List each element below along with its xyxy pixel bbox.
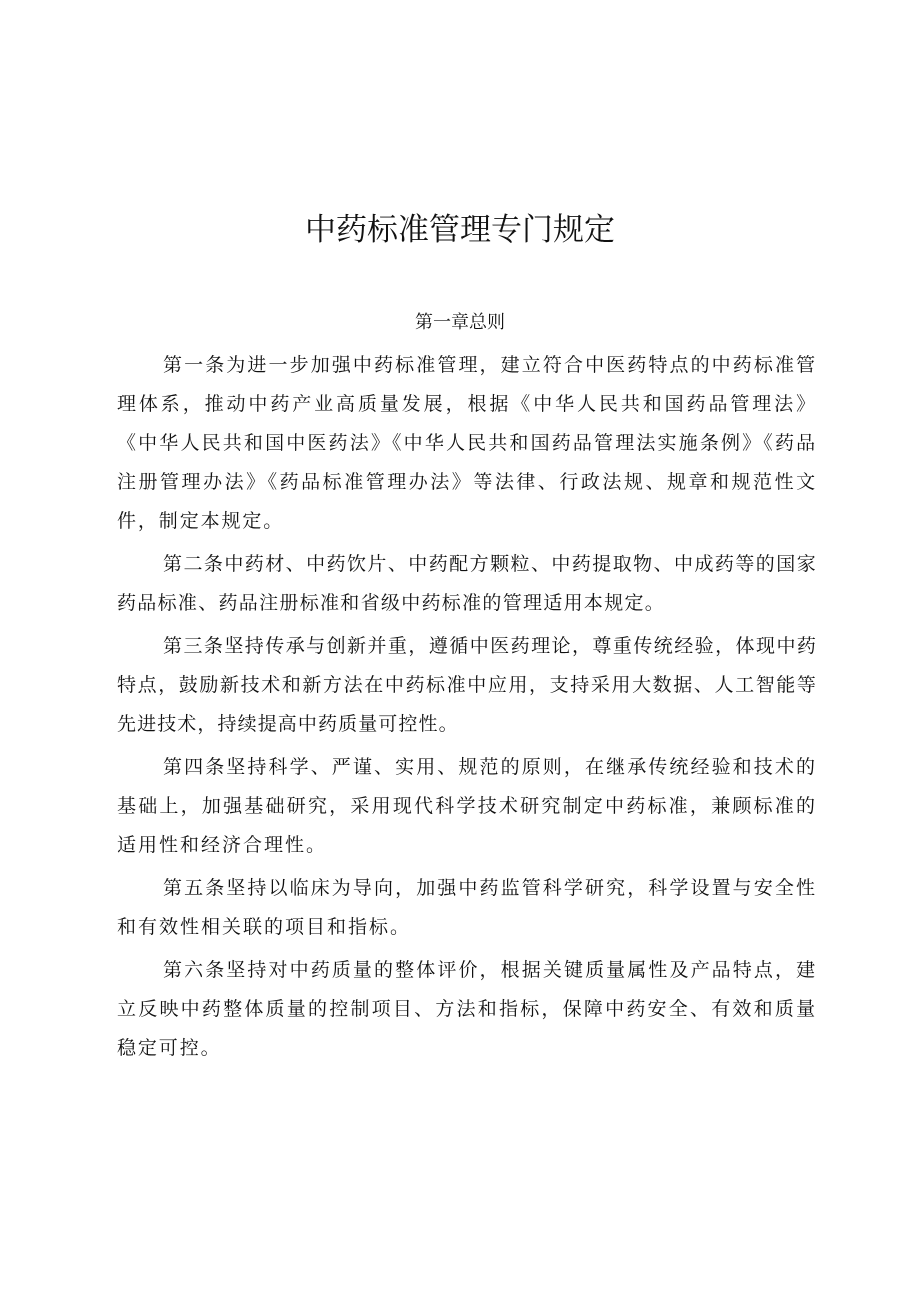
article-2: 第二条中药材、中药饮片、中药配方颗粒、中药提取物、中成药等的国家药品标准、药品注册标准和省级中药标准的管理适用本规定。: [117, 553, 817, 614]
article-3: 第三条坚持传承与创新并重，遵循中医药理论，尊重传统经验，体现中药特点，鼓励新技术和新方法在中药标准中应用，支持采用大数据、人工智能等先进技术，持续提高中药质量可控性。: [117, 635, 817, 735]
chapter-heading: 第一章总则: [415, 312, 505, 333]
article-1: 第一条为进一步加强中药标准管理，建立符合中医药特点的中药标准管理体系，推动中药产业高质量发展，根据《中华人民共和国药品管理法》《中华人民共和国中医药法》《中华人民共和国药品管理法实施条例》《药品注册管理办法》《药品标准管理办法》等法律、行政法规、规章和规范性文件，制定本规定。: [117, 354, 817, 532]
document-body: [117, 346, 817, 1072]
article-5: 第五条坚持以临床为导向，加强中药监管科学研究，科学设置与安全性和有效性相关联的项目和指标。: [117, 877, 817, 938]
document-title: 中药标准管理专门规定: [305, 212, 615, 248]
article-6: 第六条坚持对中药质量的整体评价，根据关键质量属性及产品特点，建立反映中药整体质量的控制项目、方法和指标，保障中药安全、有效和质量稳定可控。: [117, 959, 817, 1059]
article-4: 第四条坚持科学、严谨、实用、规范的原则，在继承传统经验和技术的基础上，加强基础研究，采用现代科学技术研究制定中药标准，兼顾标准的适用性和经济合理性。: [117, 756, 817, 856]
